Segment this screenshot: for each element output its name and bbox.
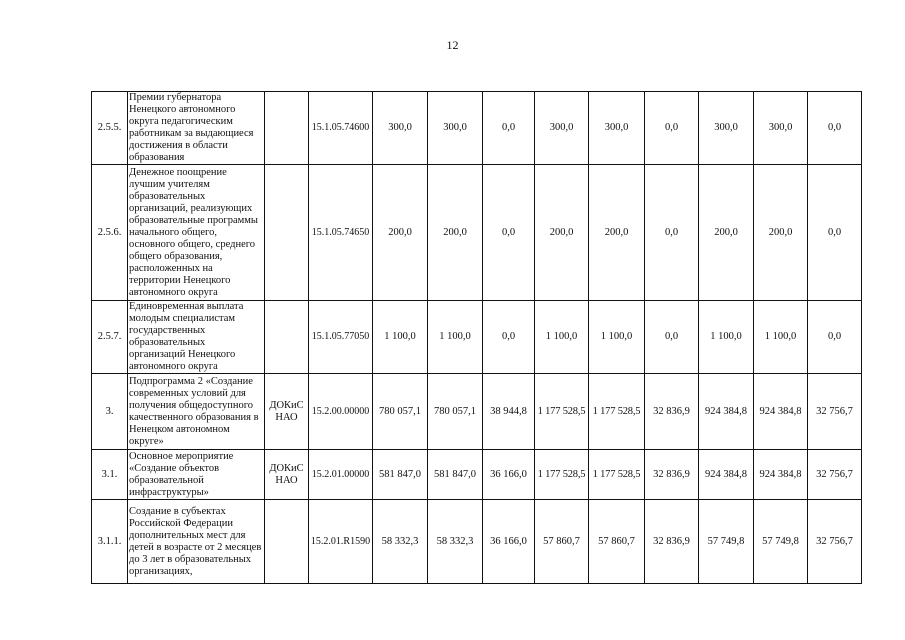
row-value: 0,0 bbox=[808, 92, 862, 165]
row-value: 1 100,0 bbox=[699, 301, 754, 374]
row-value: 1 177 528,5 bbox=[589, 374, 645, 450]
row-value: 58 332,3 bbox=[373, 500, 428, 584]
row-code: 15.2.01.00000 bbox=[309, 450, 373, 500]
row-value: 0,0 bbox=[808, 301, 862, 374]
row-value: 1 100,0 bbox=[589, 301, 645, 374]
row-code: 15.1.05.74650 bbox=[309, 165, 373, 301]
row-value: 1 177 528,5 bbox=[589, 450, 645, 500]
row-value: 32 836,9 bbox=[645, 450, 699, 500]
row-value: 924 384,8 bbox=[754, 450, 808, 500]
row-value: 0,0 bbox=[645, 165, 699, 301]
row-code: 15.1.05.77050 bbox=[309, 301, 373, 374]
row-value: 581 847,0 bbox=[428, 450, 483, 500]
row-name: Подпрограмма 2 «Создание современных условий для получения общедоступного качественного образования в Ненецком автономном округе» bbox=[128, 374, 265, 450]
row-value: 32 756,7 bbox=[808, 374, 862, 450]
table-row bbox=[92, 92, 862, 165]
row-value: 1 100,0 bbox=[428, 301, 483, 374]
row-number: 2.5.7. bbox=[92, 301, 128, 374]
page-number: 12 bbox=[446, 38, 459, 52]
table-row bbox=[92, 374, 862, 450]
row-value: 924 384,8 bbox=[699, 374, 754, 450]
row-value: 57 749,8 bbox=[754, 500, 808, 584]
row-code: 15.2.00.00000 bbox=[309, 374, 373, 450]
row-value: 57 860,7 bbox=[535, 500, 589, 584]
row-value: 300,0 bbox=[699, 92, 754, 165]
row-number: 3. bbox=[92, 374, 128, 450]
row-value: 0,0 bbox=[808, 165, 862, 301]
row-value: 581 847,0 bbox=[373, 450, 428, 500]
row-value: 1 177 528,5 bbox=[535, 374, 589, 450]
row-value: 57 860,7 bbox=[589, 500, 645, 584]
budget-table bbox=[91, 91, 862, 584]
row-number: 2.5.5. bbox=[92, 92, 128, 165]
row-value: 300,0 bbox=[589, 92, 645, 165]
row-value: 924 384,8 bbox=[699, 450, 754, 500]
table-row bbox=[92, 301, 862, 374]
row-name: Единовременная выплата молодым специалистам государственных образовательных организаций Ненецкого автономного округа bbox=[128, 301, 265, 374]
row-value: 200,0 bbox=[428, 165, 483, 301]
row-value: 32 836,9 bbox=[645, 374, 699, 450]
row-value: 57 749,8 bbox=[699, 500, 754, 584]
row-value: 200,0 bbox=[754, 165, 808, 301]
row-executor bbox=[265, 165, 309, 301]
row-value: 0,0 bbox=[645, 301, 699, 374]
row-name: Денежное поощрение лучшим учителям образовательных организаций, реализующих образовательные программы начального общего, основного общего, среднего общего образования, расположенных на территории Ненецкого автономного округа bbox=[128, 165, 265, 301]
row-value: 1 177 528,5 bbox=[535, 450, 589, 500]
row-value: 38 944,8 bbox=[483, 374, 535, 450]
row-value: 36 166,0 bbox=[483, 450, 535, 500]
row-number: 3.1.1. bbox=[92, 500, 128, 584]
table-row bbox=[92, 165, 862, 301]
row-number: 2.5.6. bbox=[92, 165, 128, 301]
row-code: 15.2.01.R1590 bbox=[309, 500, 373, 584]
row-executor bbox=[265, 301, 309, 374]
table-row bbox=[92, 450, 862, 500]
row-value: 32 756,7 bbox=[808, 500, 862, 584]
row-value: 200,0 bbox=[589, 165, 645, 301]
row-name: Премии губернатора Ненецкого автономного округа педагогическим работникам за выдающиеся достижения в области образования bbox=[128, 92, 265, 165]
row-name: Создание в субъектах Российской Федерации дополнительных мест для детей в возрасте от 2 месяцев до 3 лет в образовательных организациях, bbox=[128, 500, 265, 584]
row-value: 0,0 bbox=[483, 165, 535, 301]
table-row bbox=[92, 500, 862, 584]
row-value: 300,0 bbox=[428, 92, 483, 165]
row-value: 36 166,0 bbox=[483, 500, 535, 584]
row-value: 1 100,0 bbox=[535, 301, 589, 374]
row-value: 200,0 bbox=[535, 165, 589, 301]
row-value: 0,0 bbox=[483, 92, 535, 165]
row-number: 3.1. bbox=[92, 450, 128, 500]
row-value: 1 100,0 bbox=[754, 301, 808, 374]
row-executor bbox=[265, 500, 309, 584]
row-name: Основное мероприятие «Создание объектов образовательной инфраструктуры» bbox=[128, 450, 265, 500]
row-value: 32 836,9 bbox=[645, 500, 699, 584]
row-executor: ДОКиС НАО bbox=[265, 450, 309, 500]
row-executor: ДОКиС НАО bbox=[265, 374, 309, 450]
row-value: 300,0 bbox=[535, 92, 589, 165]
row-value: 780 057,1 bbox=[428, 374, 483, 450]
row-value: 58 332,3 bbox=[428, 500, 483, 584]
row-value: 780 057,1 bbox=[373, 374, 428, 450]
row-value: 300,0 bbox=[754, 92, 808, 165]
row-value: 32 756,7 bbox=[808, 450, 862, 500]
row-value: 0,0 bbox=[483, 301, 535, 374]
row-value: 0,0 bbox=[645, 92, 699, 165]
row-value: 300,0 bbox=[373, 92, 428, 165]
row-value: 1 100,0 bbox=[373, 301, 428, 374]
row-value: 200,0 bbox=[373, 165, 428, 301]
row-code: 15.1.05.74600 bbox=[309, 92, 373, 165]
row-value: 924 384,8 bbox=[754, 374, 808, 450]
row-executor bbox=[265, 92, 309, 165]
row-value: 200,0 bbox=[699, 165, 754, 301]
